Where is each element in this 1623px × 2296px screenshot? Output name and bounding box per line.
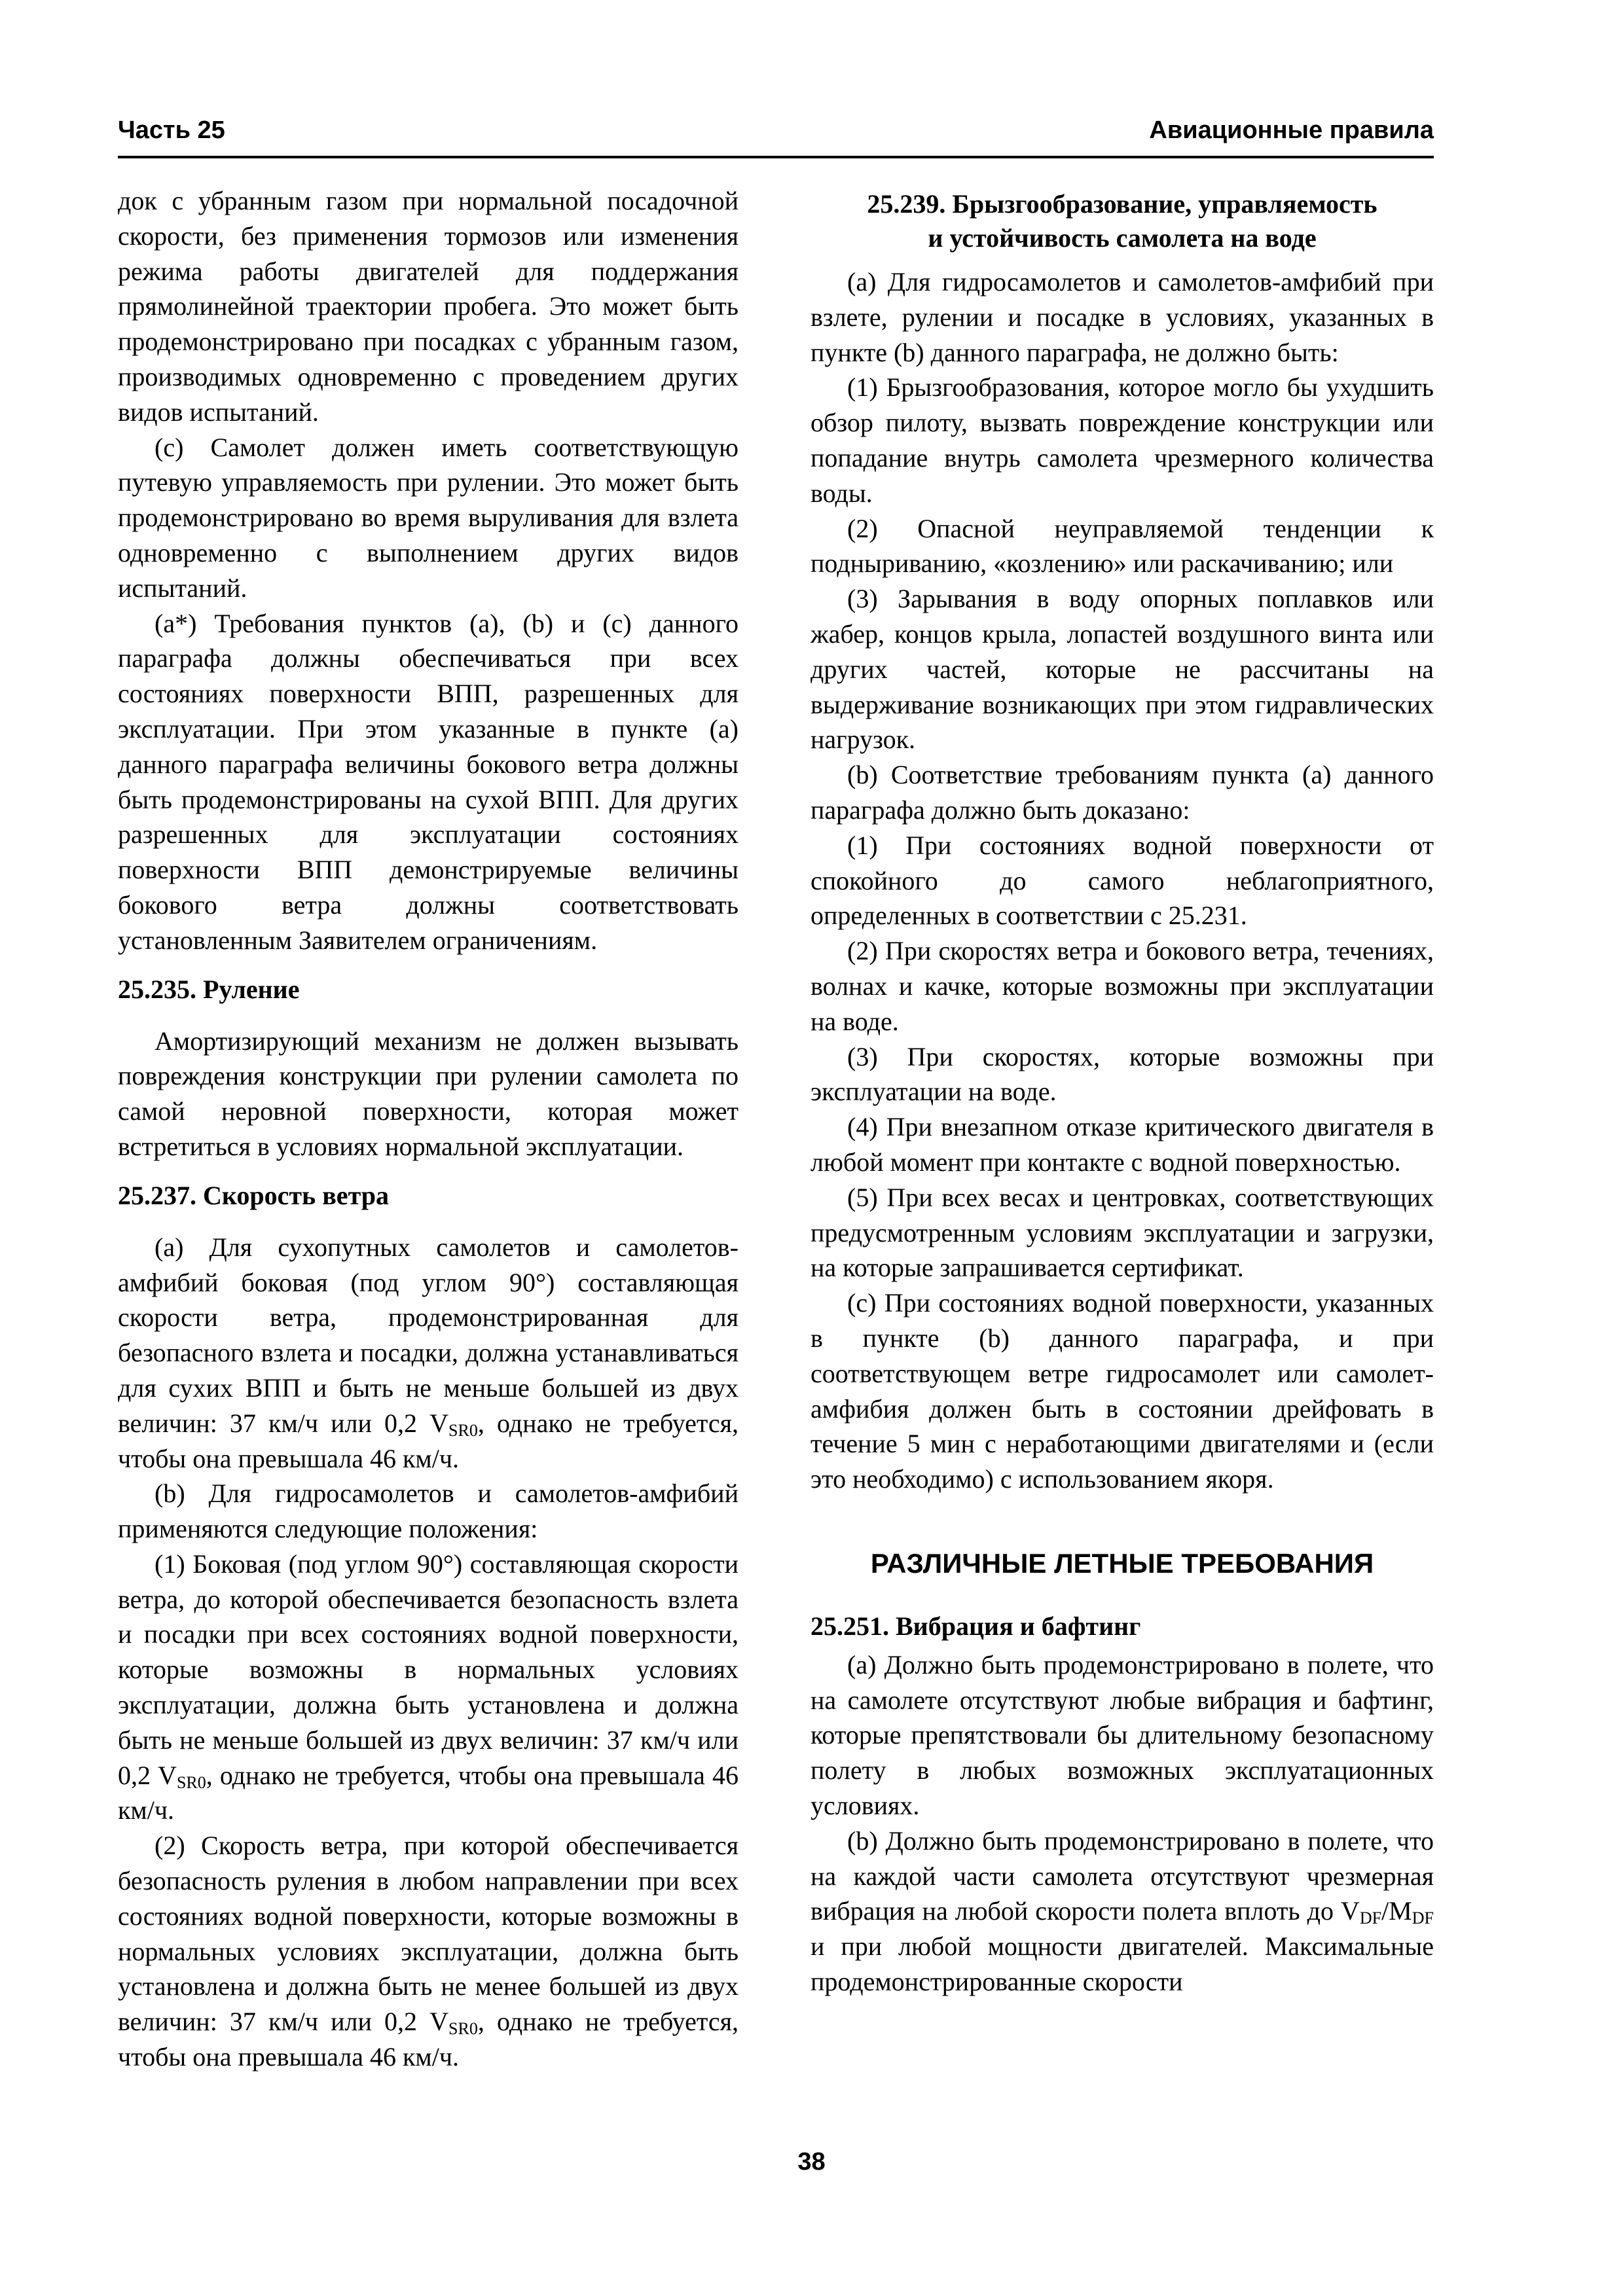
paragraph: (1) Боковая (под углом 90°) составляющая скорости ветра, до которой обеспечивается безопасность взлета и посадки при всех состояниях водной поверхности, которые возможны в нормальных условиях эксплуатации, должна быть установлена и должна быть не меньше большей из двух величин: 37 км/ч или 0,2 $V_{SR0}$, однако не требуется, чтобы она превышала 46 км/ч. bbox=[118, 1549, 739, 1825]
paragraph: (4) При внезапном отказе критического двигателя в любой момент при контакте с водной поверхностью. bbox=[811, 1112, 1434, 1177]
section-heading-25-251: 25.251. Вибрация и бафтинг bbox=[811, 1611, 1141, 1641]
paragraph: (2) Опасной неуправляемой тенденции к подныриванию, «козлению» или раскачиванию; или bbox=[811, 513, 1434, 579]
paragraph: (a*) Требования пунктов (a), (b) и (c) данного параграфа должны обеспечиваться при всех состояниях поверхности ВПП, разрешенных для эксплуатации. При этом указанные в пункте (a) данного параграфа величины бокового ветра должны быть продемонстрированы на сухой ВПП. Для других разрешенных для эксплуатации состояниях поверхности ВПП демонстрируемые величины бокового ветра должны соответствовать установленным Заявителем ограничениям. bbox=[118, 608, 739, 955]
left-column bbox=[118, 183, 739, 2075]
header-title: Авиационные правила bbox=[1149, 117, 1434, 144]
section-heading-25-237: 25.237. Скорость ветра bbox=[118, 1180, 389, 1210]
paragraph: (5) При всех весах и центровках, соответствующих предусмотренным условиям эксплуатации и загрузки, на которые запрашивается сертификат. bbox=[811, 1182, 1434, 1283]
page-header bbox=[118, 113, 1434, 158]
paragraph: (b) Должно быть продемонстрировано в полете, что на каждой части самолета отсутствуют чрезмерная вибрация на любой скорости полета вплоть до $V_{DF}/M_{DF}$ и при любой мощности двигателей. Максимальные продемонстрированные скорости bbox=[811, 1825, 1434, 1997]
paragraph: (a) Должно быть продемонстрировано в полете, что на самолете отсутствуют любые вибрация и бафтинг, которые препятствовали бы длительному безопасному полету в любых возможных эксплуатационных условиях. bbox=[811, 1649, 1434, 1821]
header-part-label: Часть 25 bbox=[118, 117, 225, 144]
paragraph: (a) Для гидросамолетов и самолетов-амфибий при взлете, рулении и посадке в условиях, указанных в пункте (b) данного параграфа, не должно быть: bbox=[811, 267, 1434, 367]
right-column bbox=[811, 183, 1434, 2000]
section-heading-25-235: 25.235. Руление bbox=[118, 974, 300, 1004]
paragraph: (3) При скоростях, которые возможны при эксплуатации на воде. bbox=[811, 1041, 1434, 1107]
page-number: 38 bbox=[797, 2148, 826, 2176]
paragraph: (3) Зарывания в воду опорных поплавков или жабер, концов крыла, лопастей воздушного винта или других частей, которые не рассчитаны на выдерживание возникающих при этом гидравлических нагрузок. bbox=[811, 584, 1434, 755]
paragraph: (1) Брызгообразования, которое могло бы ухудшить обзор пилоту, вызвать повреждение конструкции или попадание внутрь самолета чрезмерного количества воды. bbox=[811, 372, 1434, 508]
paragraph: (a) Для сухопутных самолетов и самолетов-амфибий боковая (под углом 90°) составляющая скорости ветра, продемонстрированная для безопасного взлета и посадки, должна устанавливаться для сухих ВПП и быть не меньше большей из двух величин: 37 км/ч или 0,2 $V_{SR0}$, однако не требуется, чтобы она превышала 46 км/ч. bbox=[118, 1232, 739, 1473]
section-heading-25-239: 25.239. Брызгообразование, управляемость и устойчивость самолета на воде bbox=[867, 189, 1377, 253]
paragraph: Амортизирующий механизм не должен вызывать повреждения конструкции при рулении самолета по самой неровной поверхности, которая может встретиться в условиях нормальной эксплуатации. bbox=[118, 1026, 739, 1161]
paragraph: (c) При состояниях водной поверхности, указанных в пункте (b) данного параграфа, и при соответствующем ветре гидросамолет или самолет-амфибия должен быть в состоянии дрейфовать в течение 5 мин с неработающими двигателями и (если это необходимо) с использованием якоря. bbox=[811, 1288, 1434, 1494]
paragraph: (b) Соответствие требованиям пункта (a) данного параграфа должно быть доказано: bbox=[811, 760, 1434, 825]
paragraph: (1) При состояниях водной поверхности от спокойного до самого неблагоприятного, определенных в соответствии с 25.231. bbox=[811, 830, 1434, 931]
paragraph: (b) Для гидросамолетов и самолетов-амфибий применяются следующие положения: bbox=[118, 1479, 739, 1544]
chapter-heading: РАЗЛИЧНЫЕ ЛЕТНЫЕ ТРЕБОВАНИЯ bbox=[870, 1547, 1374, 1579]
paragraph: док с убранным газом при нормальной посадочной скорости, без применения тормозов или изменения режима работы двигателей для поддержания прямолинейной траектории пробега. Это может быть продемонстрировано при посадках с убранным газом, производимых одновременно с проведением других видов испытаний. bbox=[118, 186, 739, 427]
paragraph: (c) Самолет должен иметь соответствующую путевую управляемость при рулении. Это может быть продемонстрировано во время выруливания для взлета одновременно с выполнением других видов испытаний. bbox=[118, 432, 739, 603]
paragraph: (2) Скорость ветра, при которой обеспечивается безопасность руления в любом направлении при всех состояниях водной поверхности, которые возможны в нормальных условиях эксплуатации, должна быть установлена и должна быть не менее большей из двух величин: 37 км/ч или 0,2 $V_{SR0}$, однако не требуется, чтобы она превышала 46 км/ч. bbox=[118, 1831, 739, 2072]
paragraph: (2) При скоростях ветра и бокового ветра, течениях, волнах и качке, которые возможны при эксплуатации на воде. bbox=[811, 936, 1434, 1036]
